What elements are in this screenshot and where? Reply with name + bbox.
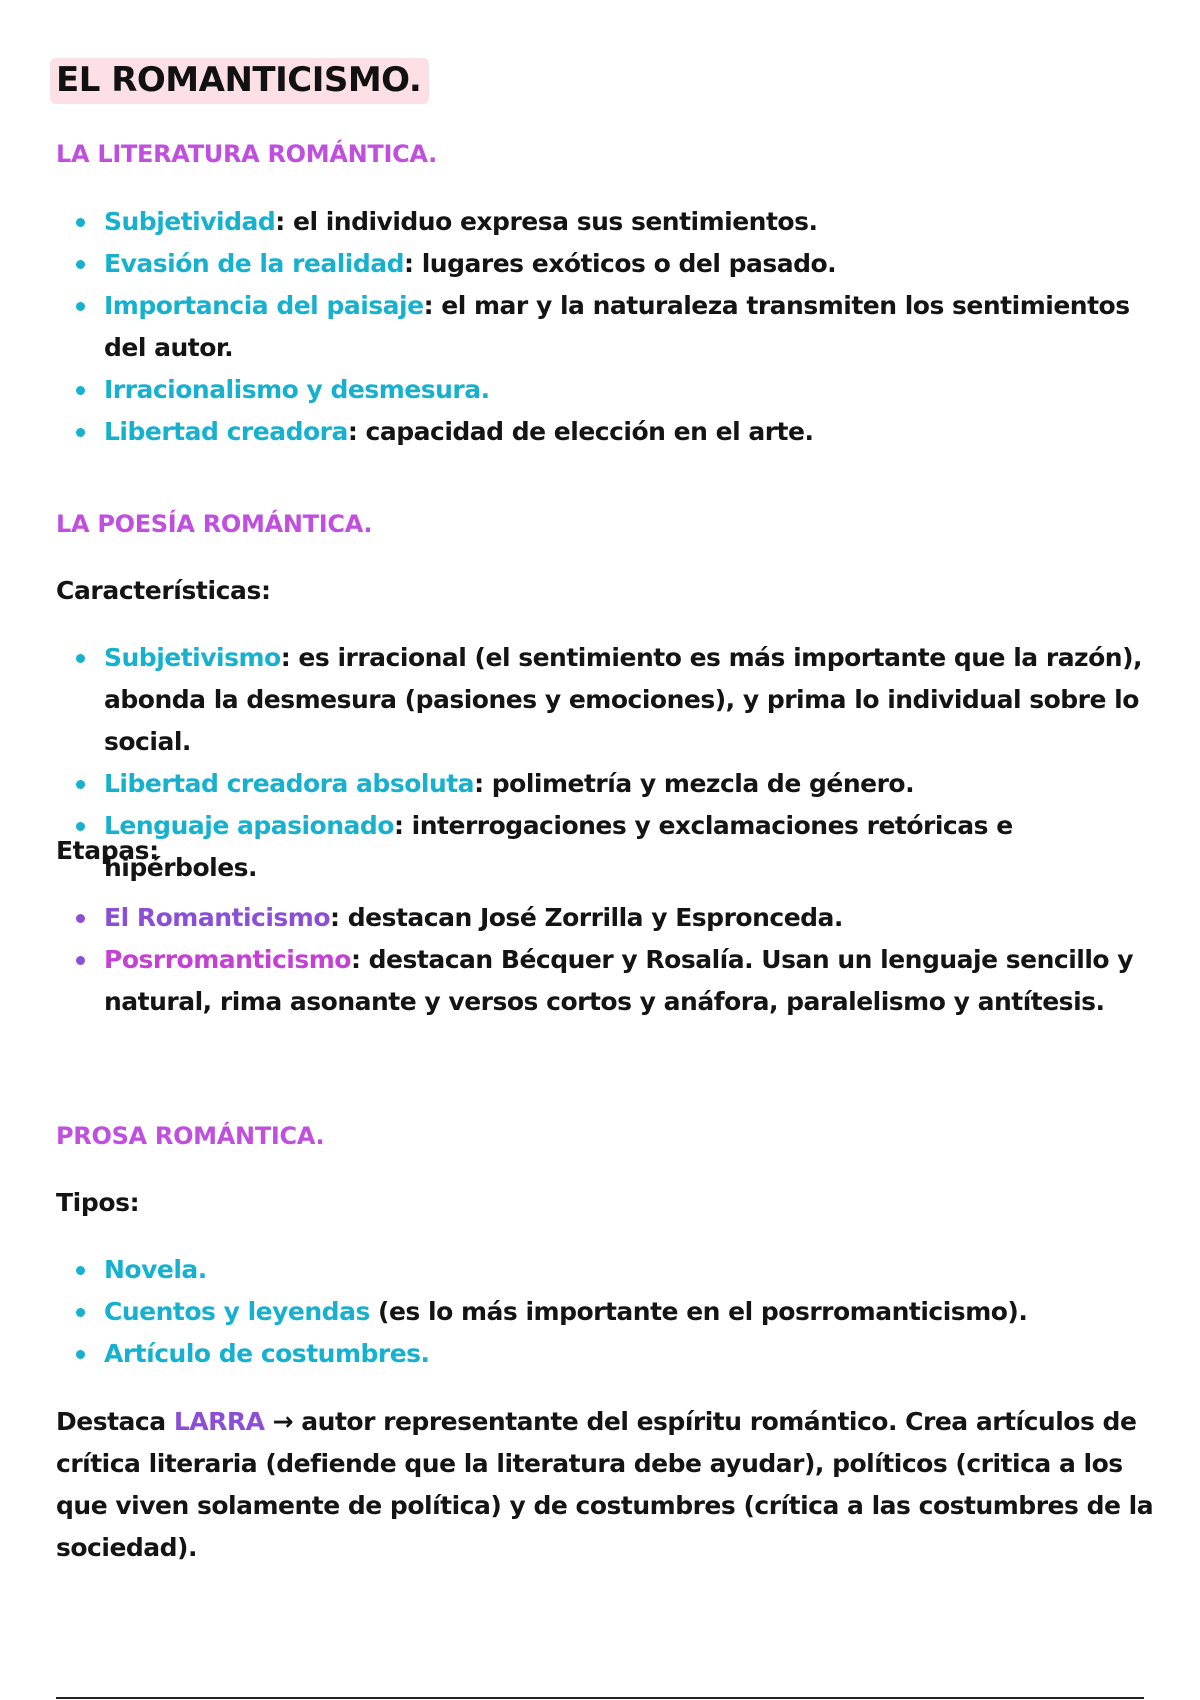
label-tipos: Tipos: (56, 1188, 140, 1217)
bullet-icon (76, 654, 85, 663)
author-name: LARRA (173, 1407, 265, 1436)
bullet-icon (76, 386, 85, 395)
item-text: : capacidad de elección en el arte. (347, 417, 814, 446)
bullet-icon (76, 1350, 85, 1359)
item-term: Importancia del paisaje (104, 291, 424, 320)
item-text: : interrogaciones y exclamaciones retóricas e hipérboles. (104, 811, 1013, 882)
section-heading-prosa: PROSA ROMÁNTICA. (56, 1122, 325, 1150)
item-text: (es lo más importante en el posrromanticismo). (369, 1297, 1028, 1326)
item-term: Evasión de la realidad (104, 249, 405, 278)
item-term: Libertad creadora absoluta (104, 769, 475, 798)
para-text: → autor representante del espíritu romántico. Crea artículos de crítica literaria (defiende que la literatura debe ayudar), políticos (critica a los que viven solamente de política) y de costumbres (crítica a las costumbres de la sociedad). (56, 1407, 1154, 1562)
bullet-icon (76, 1308, 85, 1317)
item-term: Subjetividad (104, 207, 276, 236)
literatura-list (72, 201, 1152, 453)
list-item (72, 285, 1152, 369)
bullet-icon (76, 780, 85, 789)
bullet-icon (76, 428, 85, 437)
paragraph-larra (56, 1401, 1156, 1569)
list-item (72, 1249, 1152, 1291)
para-text: Destaca (56, 1407, 174, 1436)
bullet-icon (76, 1266, 85, 1275)
title-highlight (50, 58, 429, 104)
list-item (72, 805, 1152, 889)
bullet-icon (76, 956, 85, 965)
list-item (72, 201, 1152, 243)
list-item (72, 637, 1152, 763)
list-item (72, 897, 1152, 939)
item-term: El Romanticismo (104, 903, 331, 932)
caracteristicas-list (72, 637, 1152, 889)
item-text: : polimetría y mezcla de género. (474, 769, 915, 798)
tipos-list (72, 1249, 1152, 1375)
list-item (72, 1333, 1152, 1375)
etapas-list (72, 897, 1152, 1023)
list-item (72, 369, 1152, 411)
bullet-icon (76, 822, 85, 831)
bullet-icon (76, 914, 85, 923)
section-heading-literatura: LA LITERATURA ROMÁNTICA. (56, 140, 437, 168)
item-term: Artículo de costumbres. (104, 1339, 430, 1368)
list-item (72, 939, 1152, 1023)
page-title: EL ROMANTICISMO. (50, 58, 429, 104)
item-text: : destacan Bécquer y Rosalía. Usan un lenguaje sencillo y natural, rima asonante y versos cortos y anáfora, paralelismo y antítesis. (104, 945, 1134, 1016)
item-text: : el individuo expresa sus sentimientos. (275, 207, 818, 236)
bullet-icon (76, 260, 85, 269)
bullet-icon (76, 218, 85, 227)
label-etapas: Etapas: (56, 836, 159, 865)
item-term: Cuentos y leyendas (104, 1297, 370, 1326)
item-term: Posrromanticismo (104, 945, 351, 974)
item-term: Irracionalismo y desmesura. (104, 375, 490, 404)
item-term: Subjetivismo (104, 643, 281, 672)
item-text: : el mar y la naturaleza transmiten los sentimientos del autor. (104, 291, 1130, 362)
item-text: : es irracional (el sentimiento es más importante que la razón), abonda la desmesura (pasiones y emociones), y prima lo individual sobre lo social. (104, 643, 1143, 756)
bullet-icon (76, 302, 85, 311)
item-term: Novela. (104, 1255, 207, 1284)
list-item (72, 763, 1152, 805)
list-item (72, 243, 1152, 285)
item-text: : lugares exóticos o del pasado. (404, 249, 837, 278)
list-item (72, 1291, 1152, 1333)
bottom-divider (56, 1697, 1144, 1699)
section-heading-poesia: LA POESÍA ROMÁNTICA. (56, 510, 373, 538)
item-term: Lenguaje apasionado (104, 811, 394, 840)
label-caracteristicas: Características: (56, 576, 271, 605)
item-term: Libertad creadora (104, 417, 348, 446)
item-text: : destacan José Zorrilla y Espronceda. (330, 903, 843, 932)
list-item (72, 411, 1152, 453)
